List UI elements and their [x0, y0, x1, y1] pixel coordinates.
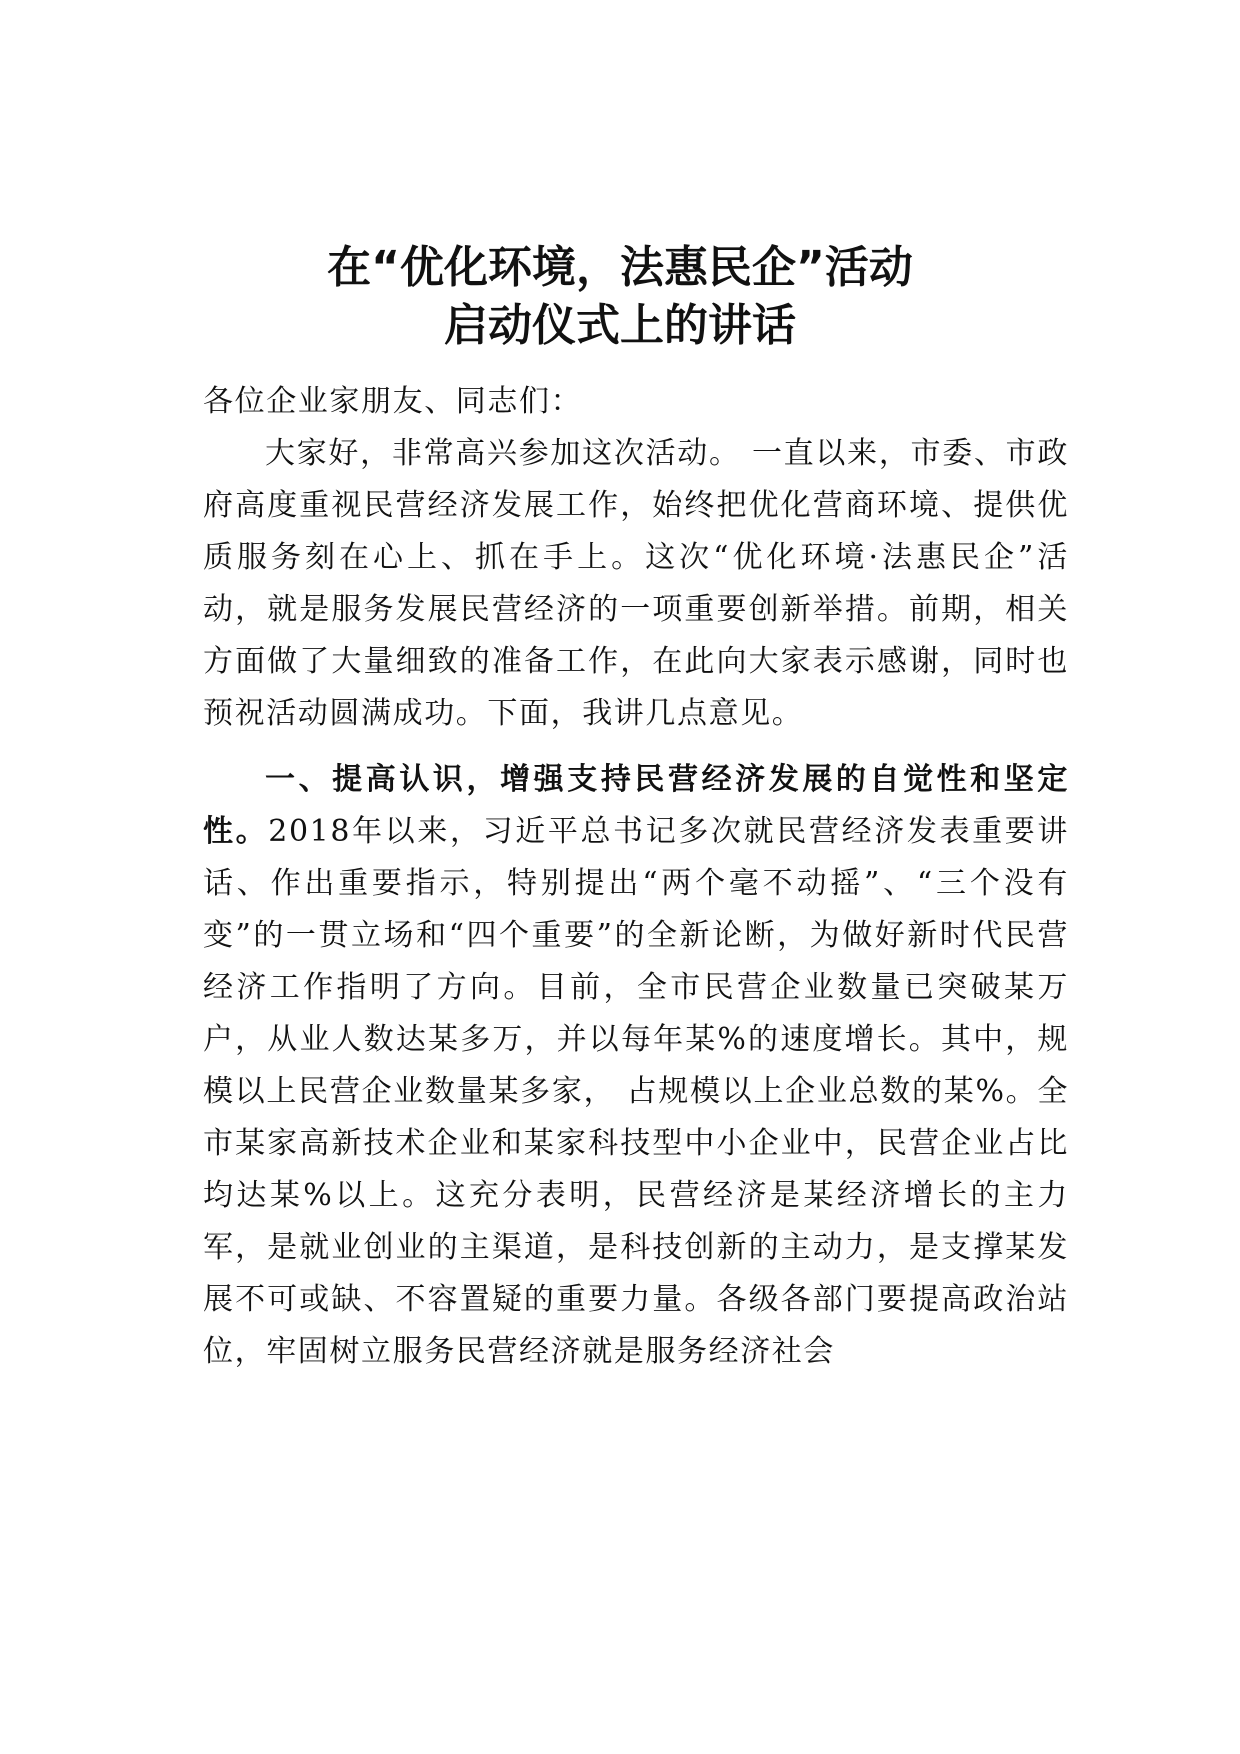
section-1-text: 2018年以来，习近平总书记多次就民营经济发表重要讲话、作出重要指示，特别提出“两个毫不动摇”、“三个没有变”的一贯立场和“四个重要”的全新论断，为做好新时代民营经济工作指明了方向。目前，全市民营企业数量已突破某万户，从业人数达某多万，并以每年某%的速度增长。其中，规模以上民营企业数量某多家， 占规模以上企业总数的某%。全市某家高新技术企业和某家科技型中小企业中，民营企业占比均达某%以上。这充分表明，民营经济是某经济增长的主力军，是就业创业的主渠道，是科技创新的主动力，是支撑某发展不可或缺、不容置疑的重要力量。各级各部门要提高政治站位，牢固树立服务民营经济就是服务经济社会 — [203, 814, 1070, 1369]
paragraph-opening: 大家好，非常高兴参加这次活动。 一直以来，市委、市政府高度重视民营经济发展工作，始终把优化营商环境、提供优质服务刻在心上、抓在手上。这次“优化环境·法惠民企”活动，就是服务发展民营经济的一项重要创新举措。前期，相关方面做了大量细致的准备工作，在此向大家表示感谢，同时也预祝活动圆满成功。下面，我讲几点意见。 — [203, 436, 1069, 731]
section-1-heading: 一、提高认识，增强支持民营经济发展的自觉性和坚定性。 — [203, 762, 1069, 849]
title-line-2: 启动仪式上的讲话 — [444, 300, 796, 352]
greeting: 各位企业家朋友、同志们： — [203, 384, 583, 419]
document-body — [203, 376, 1069, 1378]
document-title — [200, 239, 1040, 355]
paragraph-section-1 — [203, 754, 1069, 1378]
title-line-1: 在“优化环境，法惠民企”活动 — [327, 242, 913, 294]
